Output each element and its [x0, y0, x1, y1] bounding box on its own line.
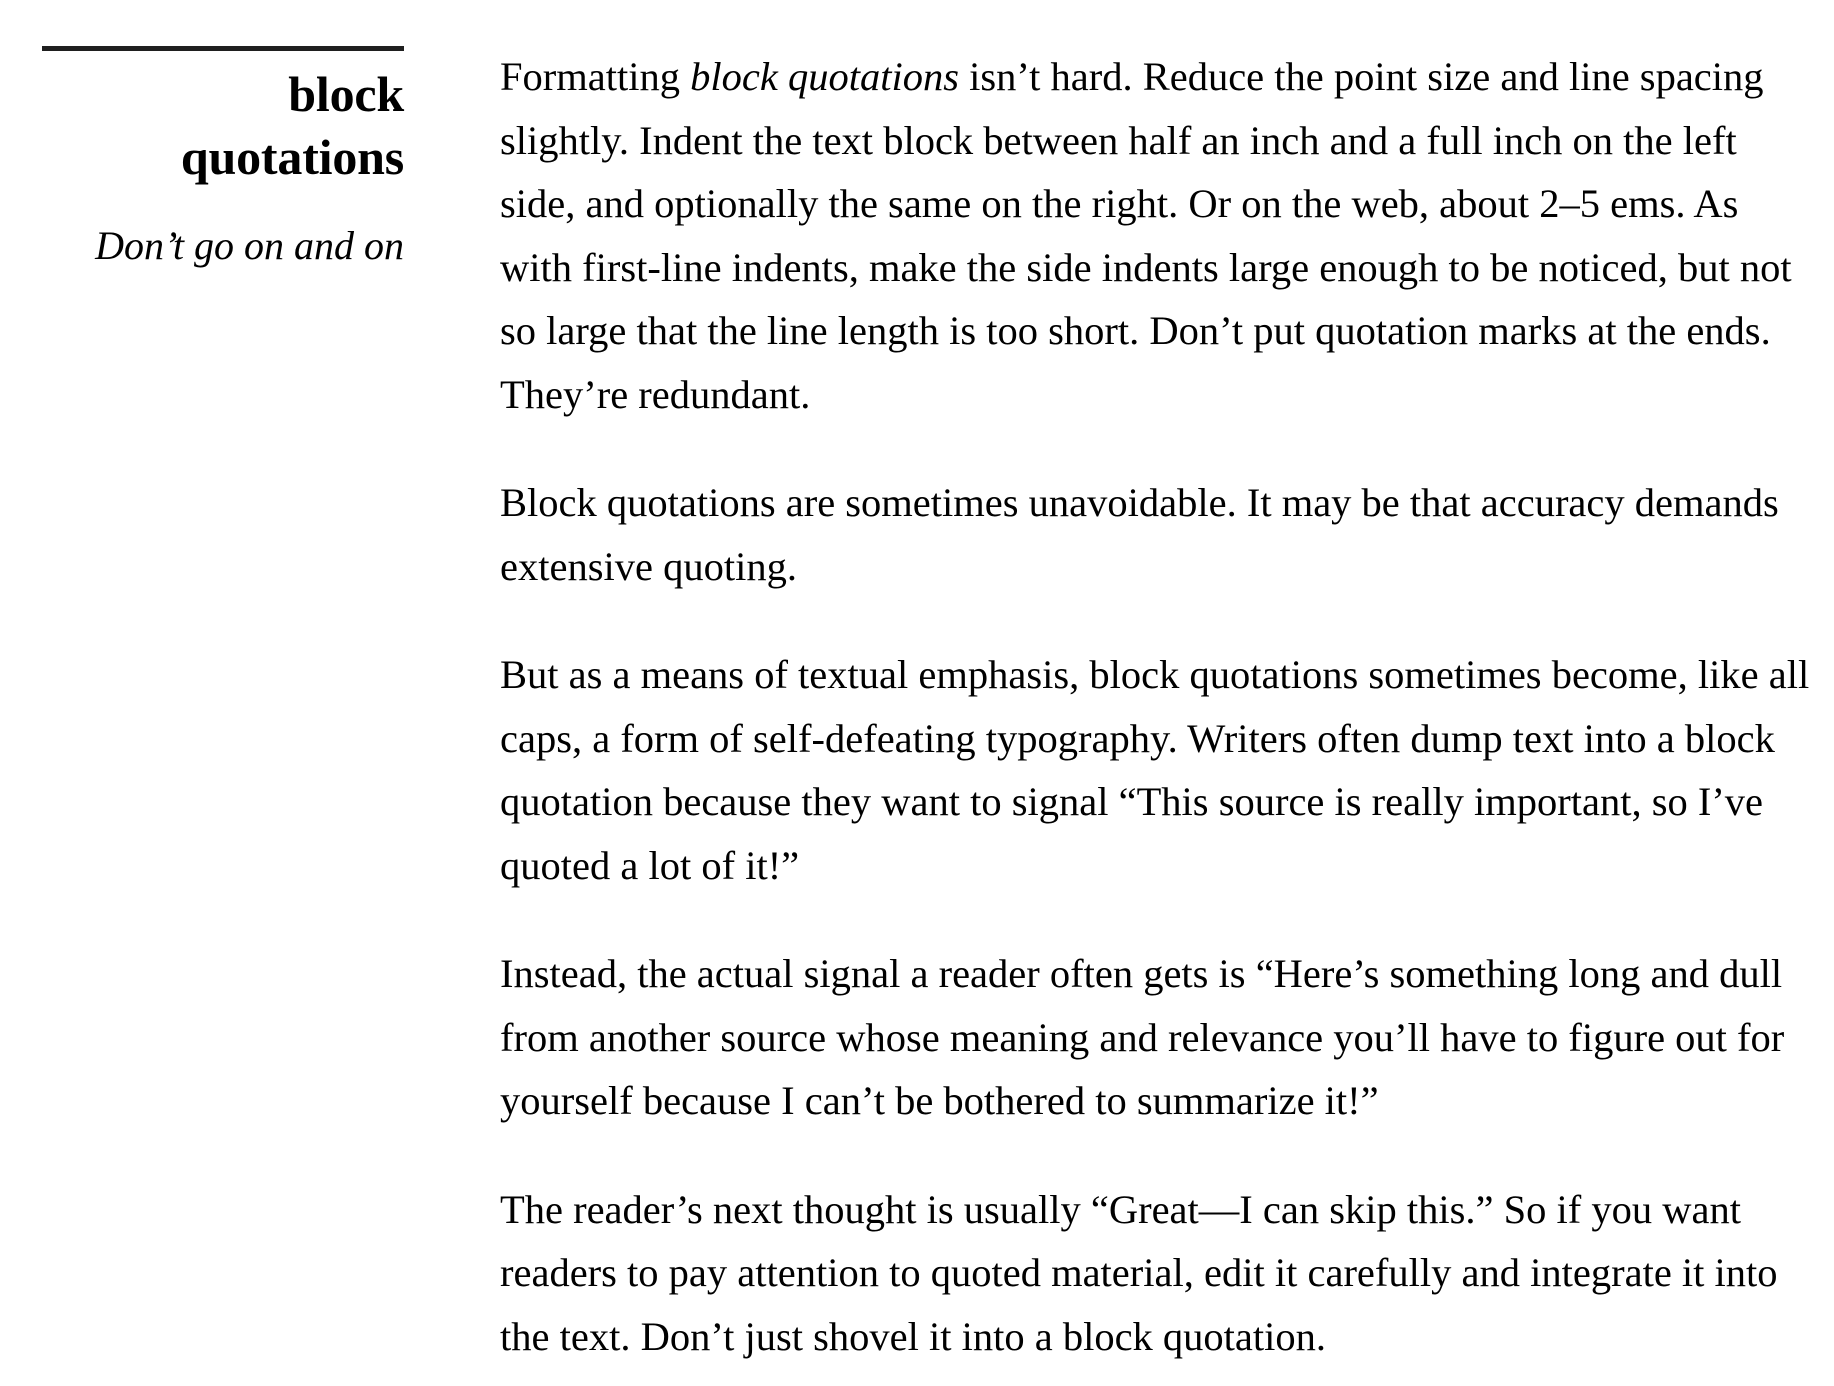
section-subhead: Don’t go on and on: [95, 223, 404, 268]
paragraph-1-lead: Formatting: [500, 54, 691, 99]
paragraph-4: Instead, the actual signal a reader often gets is “Here’s something long and dull from another source whose meaning and relevance you’ll have to figure out for yourself because I can’t be bothered to summarize it!”: [500, 951, 1785, 1123]
paragraph-3: But as a means of textual emphasis, block quotations sometimes become, like all caps, a form of self-defeating typography. Writers often dump text into a block quotation because they want to signal “This source is really important, so I’ve quoted a lot of it!”: [500, 652, 1810, 888]
main-text: [500, 45, 1818, 1368]
paragraph-1-rest: isn’t hard. Reduce the point size and line spacing slightly. Indent the text block between half an inch and a full inch on the left side, and optionally the same on the right. Or on the web, about 2–5 ems. As with first-line indents, make the side indents large enough to be noticed, but not so large that the line length is too short. Don’t put quotation marks at the ends. They’re redundant.: [500, 54, 1792, 417]
paragraph-1: [500, 45, 1818, 426]
paragraph-5: The reader’s next thought is usually “Great—I can skip this.” So if you want readers to pay attention to quoted material, edit it carefully and integrate it into the text. Don’t just shovel it into a block quotation.: [500, 1186, 1778, 1359]
section-heading-line-2: quotations: [180, 129, 404, 185]
sidebar: [42, 46, 404, 271]
section-heading-line-1: block: [288, 66, 404, 122]
paragraph-2: Block quotations are sometimes unavoidable. It may be that accuracy demands extensive quoting.: [500, 480, 1779, 589]
heading-rule: [42, 46, 404, 51]
section-heading: [42, 63, 404, 189]
paragraph-1-emphasis: block quotations: [690, 54, 959, 99]
